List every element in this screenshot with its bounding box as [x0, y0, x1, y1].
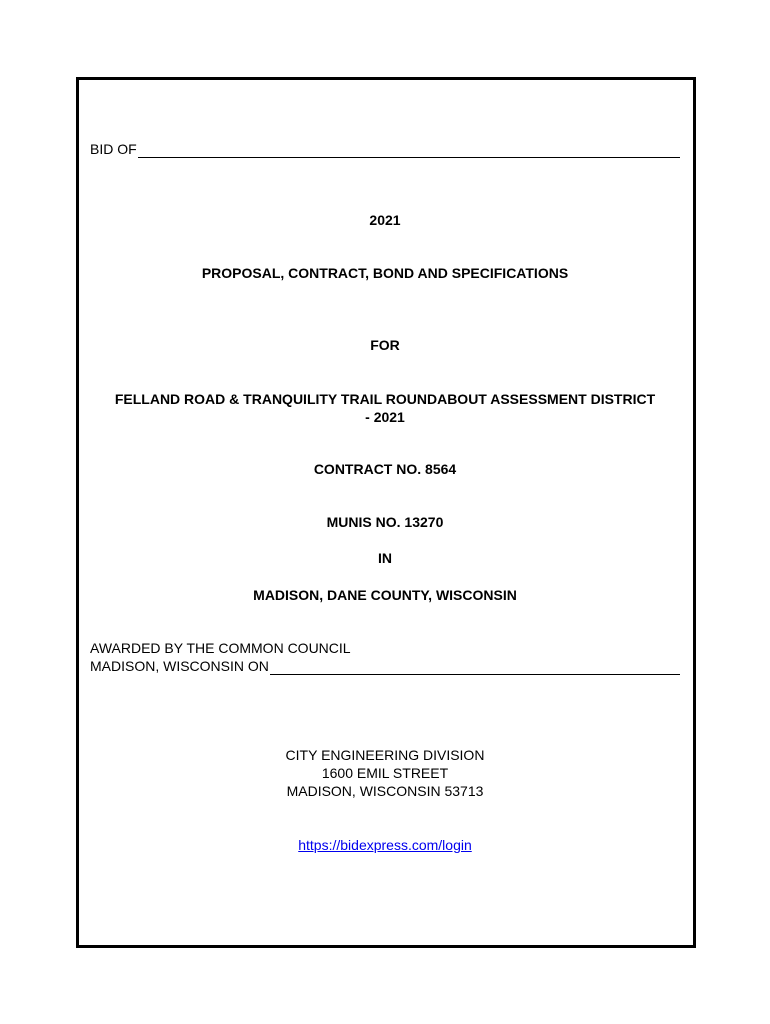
document-title: PROPOSAL, CONTRACT, BOND AND SPECIFICATIONS	[201, 265, 569, 281]
award-date-blank-line	[270, 660, 680, 675]
office-line-1: CITY ENGINEERING DIVISION	[285, 747, 485, 763]
bid-of-blank-line	[138, 143, 680, 158]
bid-of-row	[90, 140, 680, 158]
awarded-line-1: AWARDED BY THE COMMON COUNCIL	[90, 640, 351, 656]
bid-of-label: BID OF	[90, 141, 137, 157]
munis-number: MUNIS NO. 13270	[326, 514, 444, 530]
bidexpress-link[interactable]: https://bidexpress.com/login	[298, 837, 472, 853]
project-name-line-2: - 2021	[365, 409, 405, 425]
in-label: IN	[378, 550, 392, 566]
bidexpress-link-row	[90, 836, 680, 854]
for-label: FOR	[370, 337, 400, 353]
awarded-row	[90, 657, 680, 675]
year-heading: 2021	[369, 212, 401, 228]
office-line-3: MADISON, WISCONSIN 53713	[286, 783, 484, 799]
contract-number: CONTRACT NO. 8564	[313, 461, 457, 477]
office-line-2: 1600 EMIL STREET	[321, 765, 449, 781]
project-name-line-1: FELLAND ROAD & TRANQUILITY TRAIL ROUNDABOUT ASSESSMENT DISTRICT	[114, 391, 656, 407]
location: MADISON, DANE COUNTY, WISCONSIN	[253, 587, 517, 603]
awarded-line-2: MADISON, WISCONSIN ON	[90, 658, 269, 674]
